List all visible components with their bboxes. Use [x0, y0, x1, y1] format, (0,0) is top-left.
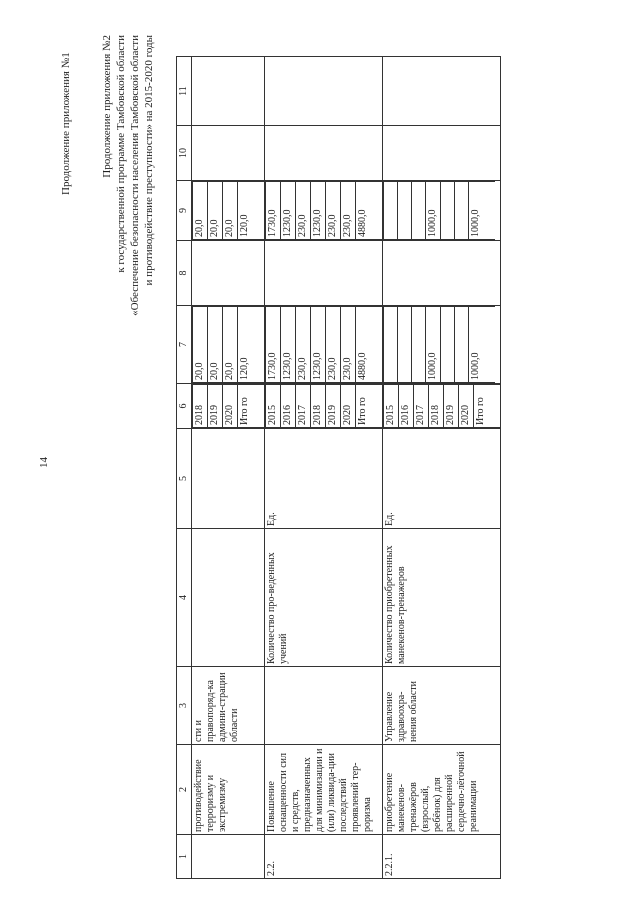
measure-name: противодействие терроризму и экстремизму — [192, 745, 265, 835]
year-cell: 20,0 — [223, 307, 238, 383]
year-cell: 2015 — [266, 385, 281, 428]
year-cell: 20,0 — [193, 307, 208, 383]
year-cell: 2019 — [444, 385, 459, 428]
year-cell: 120,0 — [238, 182, 265, 240]
year-column — [265, 384, 383, 429]
year-cell: 1000,0 — [469, 307, 496, 383]
year-cell: Ито го — [474, 385, 501, 428]
year-cell — [412, 182, 426, 240]
year-cell: 2016 — [399, 385, 414, 428]
year-cell: Ито го — [238, 385, 265, 428]
other-column — [192, 57, 265, 126]
row-number — [192, 835, 265, 879]
year-cell: 1000,0 — [426, 182, 441, 240]
table-row — [265, 57, 383, 879]
year-cell: 2016 — [281, 385, 296, 428]
year-cell: 2018 — [429, 385, 444, 428]
indicator: Количество приобретенных манекенов-тренажеров — [383, 529, 501, 667]
year-cell: 2020 — [223, 385, 238, 428]
column-number: 2 — [177, 745, 192, 835]
year-cell: 2018 — [193, 385, 208, 428]
executor — [265, 667, 383, 745]
federal-column — [383, 241, 501, 306]
year-cell: 230,0 — [296, 307, 311, 383]
year-cell: 2020 — [341, 385, 356, 428]
column-number: 11 — [177, 57, 192, 126]
header-line: и противодействие преступности» на 2015-2020 годы — [143, 35, 155, 286]
year-cell: 2018 — [311, 385, 326, 428]
year-cell: 230,0 — [341, 307, 356, 383]
total-column — [383, 306, 501, 384]
other-column — [383, 57, 501, 126]
federal-column — [265, 241, 383, 306]
year-cell — [412, 307, 426, 383]
year-cell — [398, 307, 412, 383]
year-cell: 2019 — [208, 385, 223, 428]
continuation-note: Продолжение приложения №1 — [60, 52, 72, 195]
total-column — [265, 306, 383, 384]
page-number: 14 — [38, 457, 50, 468]
program-table — [176, 56, 501, 879]
table-row — [192, 57, 265, 879]
total-column — [192, 306, 265, 384]
year-cell: 230,0 — [326, 307, 341, 383]
year-cell: 1000,0 — [469, 182, 496, 240]
column-number: 3 — [177, 667, 192, 745]
year-cell — [384, 182, 398, 240]
year-cell: 1230,0 — [311, 307, 326, 383]
column-number: 7 — [177, 306, 192, 384]
table-row — [383, 57, 501, 879]
year-cell: 20,0 — [208, 182, 223, 240]
year-cell: 2020 — [459, 385, 474, 428]
year-cell: 2017 — [296, 385, 311, 428]
header-line: к государственной программе Тамбовской области — [115, 35, 127, 273]
regional-column — [265, 181, 383, 241]
year-cell: 1730,0 — [266, 182, 281, 240]
unit: Ед. — [383, 429, 501, 529]
year-cell — [455, 182, 469, 240]
regional-column — [192, 181, 265, 241]
year-cell — [398, 182, 412, 240]
indicator: Количество про-веденных учений — [265, 529, 383, 667]
year-cell — [455, 307, 469, 383]
header-line: «Обеспечение безопасности населения Тамбовской области — [129, 35, 141, 316]
year-cell: Ито го — [356, 385, 383, 428]
year-column — [383, 384, 501, 429]
local-column — [265, 126, 383, 181]
year-cell: 1230,0 — [281, 182, 296, 240]
year-cell: 4880,0 — [356, 182, 383, 240]
year-cell: 20,0 — [208, 307, 223, 383]
unit: Ед. — [265, 429, 383, 529]
year-cell: 230,0 — [341, 182, 356, 240]
year-cell: 120,0 — [238, 307, 265, 383]
regional-column — [383, 181, 501, 241]
year-cell: 1230,0 — [281, 307, 296, 383]
year-cell: 20,0 — [223, 182, 238, 240]
executor: сти и правопоряд-ка админи-страции области — [192, 667, 265, 745]
annex-header — [100, 35, 156, 405]
row-number: 2.2.1. — [383, 835, 501, 879]
row-number: 2.2. — [265, 835, 383, 879]
year-cell: 4880,0 — [356, 307, 383, 383]
year-cell: 2019 — [326, 385, 341, 428]
executor: Управление здравоохра-нения области — [383, 667, 501, 745]
column-number: 8 — [177, 241, 192, 306]
year-cell: 2015 — [384, 385, 399, 428]
unit — [192, 429, 265, 529]
year-cell: 20,0 — [193, 182, 208, 240]
year-cell: 1730,0 — [266, 307, 281, 383]
year-column — [192, 384, 265, 429]
local-column — [383, 126, 501, 181]
column-number: 1 — [177, 835, 192, 879]
year-cell — [384, 307, 398, 383]
federal-column — [192, 241, 265, 306]
year-cell: 2017 — [414, 385, 429, 428]
column-number: 9 — [177, 181, 192, 241]
year-cell: 1230,0 — [311, 182, 326, 240]
column-number: 10 — [177, 126, 192, 181]
header-line: Продолжение приложения №2 — [101, 35, 113, 178]
year-cell: 230,0 — [296, 182, 311, 240]
indicator — [192, 529, 265, 667]
measure-name: Повышение оснащенности сил и средств, предназначенных для минимизации и (или) ликвида-ции последствий проявлений тер-роризма — [265, 745, 383, 835]
year-cell: 230,0 — [326, 182, 341, 240]
column-number: 4 — [177, 529, 192, 667]
column-number: 6 — [177, 384, 192, 429]
year-cell — [441, 307, 455, 383]
year-cell: 1000,0 — [426, 307, 441, 383]
year-cell — [441, 182, 455, 240]
column-number-row — [177, 57, 192, 879]
other-column — [265, 57, 383, 126]
column-number: 5 — [177, 429, 192, 529]
local-column — [192, 126, 265, 181]
measure-name: приобретение манекенов-тренажёров (взрослый, ребёнок) для расширенной сердечно-лёгочной реанимации — [383, 745, 501, 835]
